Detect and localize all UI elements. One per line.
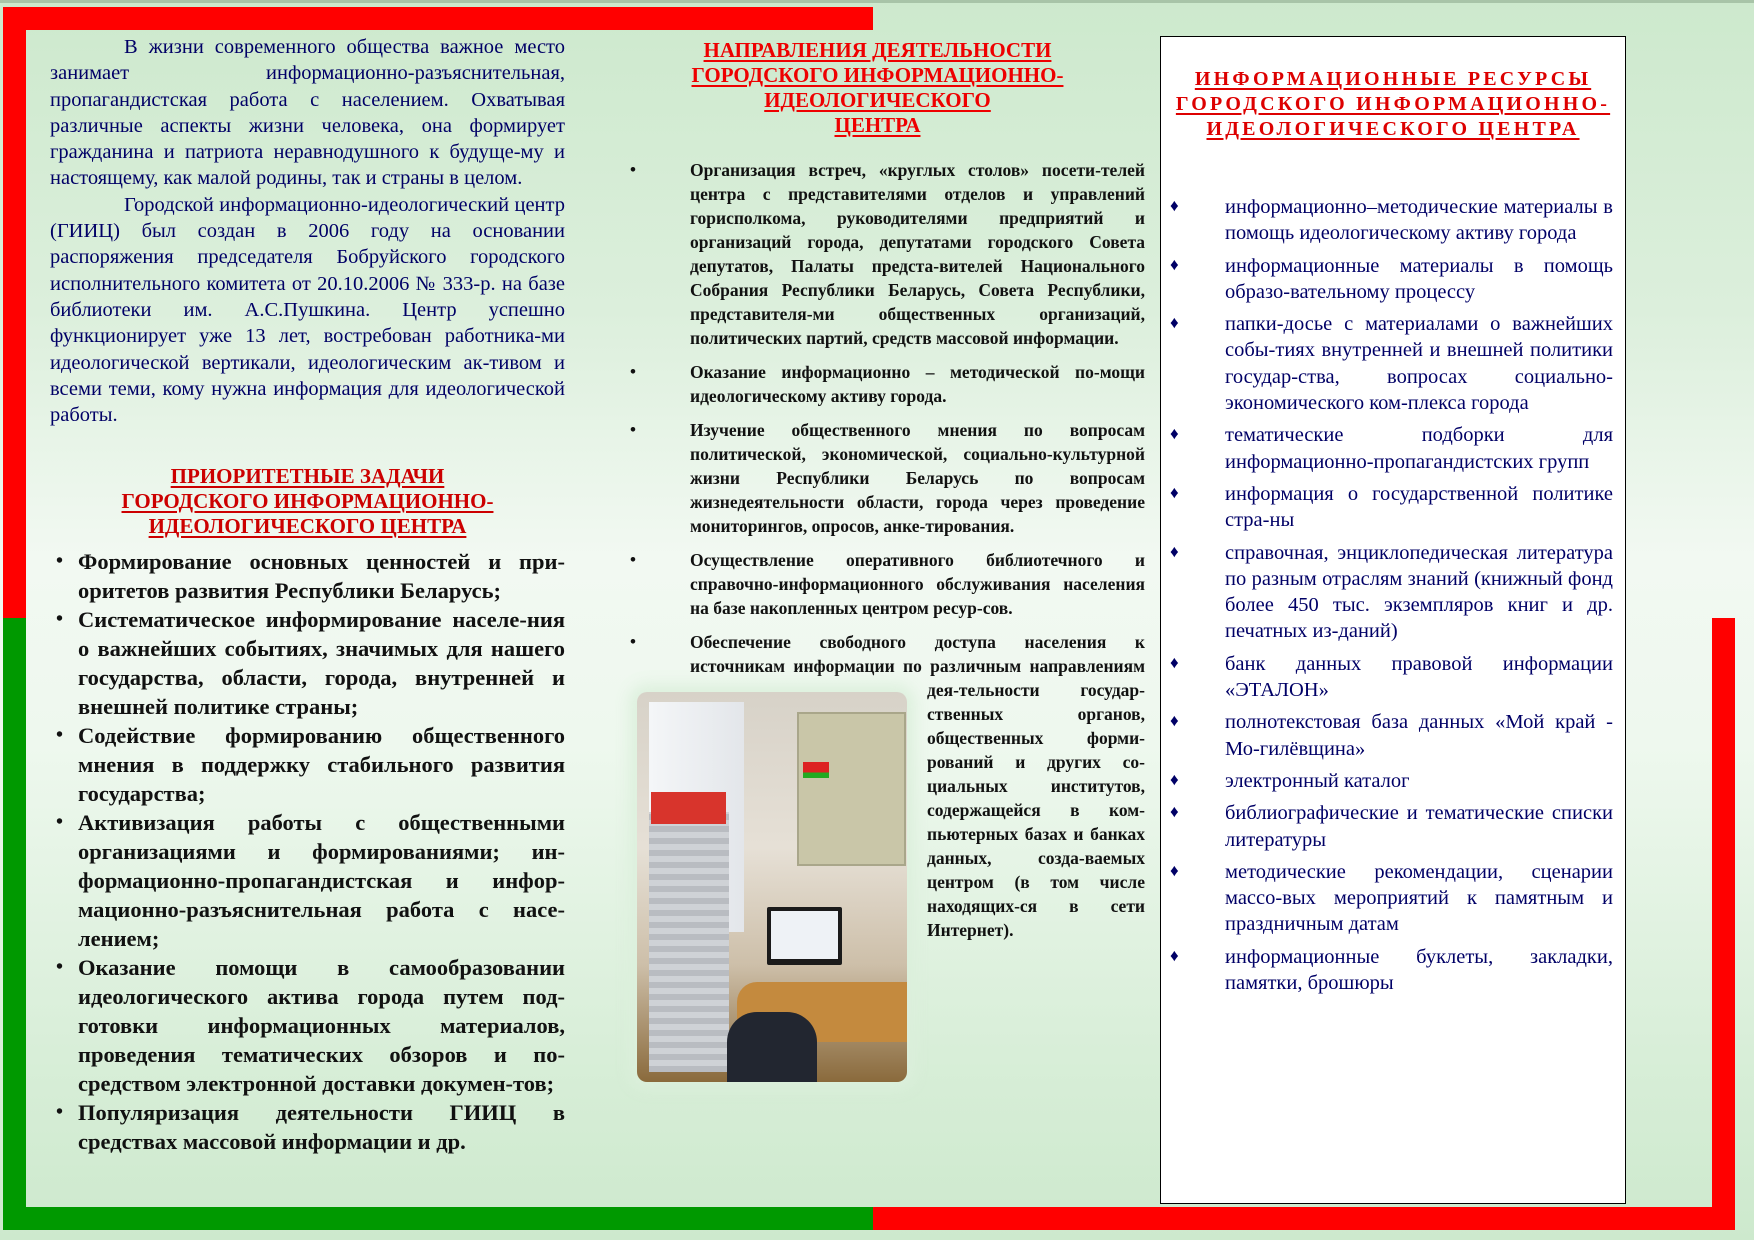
- list-item: [610, 418, 1145, 538]
- list-item: [50, 953, 565, 1098]
- list-item: [610, 630, 1145, 942]
- list-item: [1161, 311, 1613, 416]
- bullet-icon: •: [56, 724, 64, 747]
- list-item-text: Оказание помощи в самообразовании идеологического актива города путем под-готовки информационных материалов, проведения тематических обзоров и по-средством электронной доставки докумен-тов;: [78, 955, 565, 1097]
- heading-line: ИДЕОЛОГИЧЕСКОГО: [764, 88, 991, 112]
- diamond-bullet-icon: ♦: [1170, 769, 1179, 789]
- diamond-bullet-icon: ♦: [1170, 945, 1179, 965]
- list-item: [50, 721, 565, 808]
- list-item: [610, 360, 1145, 408]
- list-item-text: Обеспечение свободного доступа населения к источникам информации по различным: [690, 632, 1145, 676]
- heading-line: ГОРОДСКОГО ИНФОРМАЦИОННО-: [121, 489, 494, 514]
- bullet-icon: •: [56, 956, 64, 979]
- heading-line: ГОРОДСКОГО ИНФОРМАЦИОННО-: [1175, 93, 1611, 115]
- list-item-text: Активизация работы с общественными организациями и формированиями; ин-формационно-пропагандистская и инфор-мационно-разъяснительная работа с насе-лением;: [78, 810, 565, 952]
- list-item-text: Формирование основных ценностей и при-оритетов развития Республики Беларусь;: [78, 549, 565, 604]
- priority-tasks-heading: [50, 464, 565, 539]
- list-item: [1161, 540, 1613, 645]
- diamond-bullet-icon: ♦: [1170, 802, 1179, 822]
- heading-line: ИНФОРМАЦИОННЫЕ РЕСУРСЫ: [1194, 68, 1592, 90]
- heading-line: НАПРАВЛЕНИЯ ДЕЯТЕЛЬНОСТИ: [703, 38, 1052, 62]
- photo-literature-stand: [649, 812, 729, 1072]
- diamond-bullet-icon: ♦: [1170, 860, 1179, 880]
- list-item: [50, 808, 565, 953]
- list-item-text: Изучение общественного мнения по вопросам политической, экономической, социально-культурной жизни Республики Беларусь по вопросам жизнедеятельности области, города через проведение мониторингов, опросов, анке-тирования.: [690, 420, 1145, 536]
- list-item: [1161, 768, 1613, 794]
- photo-chair: [727, 1012, 817, 1082]
- intro-paragraph: Городской информационно-идеологический центр (ГИИЦ) был создан в 2006 году на основании распоряжения председателя Бобруйского городского исполнительного комитета от 20.10.2006 № 333-р. на базе библиотеки им. А.С.Пушкина. Центр успешно функционирует уже 13 лет, востребован работника-ми идеологической вертикали, идеологическим ак-тивом и всеми теми, кому нужна информация для идеологической работы.: [50, 193, 565, 427]
- bullet-icon: •: [56, 1101, 64, 1124]
- heading-line: ПРИОРИТЕТНЫЕ ЗАДАЧИ: [170, 464, 445, 489]
- list-item: [1161, 253, 1613, 306]
- list-item: [1161, 194, 1613, 247]
- list-item-text: полнотекстовая база данных «Мой край - Мо-гилёвщина»: [1225, 711, 1613, 760]
- diamond-bullet-icon: ♦: [1170, 424, 1179, 444]
- diamond-bullet-icon: ♦: [1170, 541, 1179, 561]
- list-item-text: Систематическое информирование населе-ния о важнейших событиях, значимых для нашего государства, области, города, внутренней и внешней политике страны;: [78, 607, 565, 720]
- bullet-icon: •: [630, 420, 636, 439]
- diamond-bullet-icon: ♦: [1170, 652, 1179, 672]
- center-photo: [637, 692, 907, 1082]
- left-panel: [50, 34, 565, 1156]
- right-panel: [1160, 36, 1626, 1204]
- list-item-text: методические рекомендации, сценарии массо-вых мероприятий к памятным и праздничным датам: [1225, 860, 1613, 936]
- diamond-bullet-icon: ♦: [1170, 254, 1179, 274]
- info-resources-list: [1161, 194, 1625, 996]
- list-item-text: электронный каталог: [1225, 769, 1410, 792]
- heading-line: ЦЕНТРА: [834, 113, 921, 137]
- list-item: [1161, 481, 1613, 534]
- intro-paragraph: В жизни современного общества важное место занимает информационно-разъяснительная, пропагандистская работа с населением. Охватывая различные аспекты жизни человека, она формирует гражданина и патриота неравнодушного к будуще-му и настоящему, как малой родины, так и страны в целом.: [50, 36, 565, 190]
- list-item: [50, 547, 565, 605]
- frame-bottom-green-bar: [3, 1207, 873, 1230]
- list-item-text: информационные материалы в помощь образо-вательному процессу: [1225, 254, 1613, 303]
- photo-info-board: [797, 712, 906, 866]
- list-item: [1161, 944, 1613, 997]
- heading-line: ИДЕОЛОГИЧЕСКОГО ЦЕНТРА: [1206, 118, 1580, 140]
- list-item-text: тематические подборки для информационно-пропагандистских групп: [1225, 424, 1613, 473]
- heading-line: ИДЕОЛОГИЧЕСКОГО ЦЕНТРА: [148, 514, 467, 539]
- frame-bottom-red-bar: [873, 1207, 1735, 1230]
- list-item-text: информация о государственной политике стра-ны: [1225, 482, 1613, 532]
- photo-stand-sign: [651, 792, 726, 824]
- bullet-icon: •: [56, 550, 64, 573]
- bullet-icon: •: [630, 632, 636, 651]
- frame-left-green-bar: [3, 618, 26, 1230]
- activity-directions-heading: [610, 38, 1145, 138]
- diamond-bullet-icon: ♦: [1170, 196, 1179, 215]
- diamond-bullet-icon: ♦: [1170, 482, 1179, 502]
- frame-right-red-bar: [1712, 618, 1735, 1230]
- diamond-bullet-icon: ♦: [1170, 313, 1179, 333]
- list-item-text: Оказание информационно – методической по-мощи идеологическому активу города.: [690, 362, 1145, 406]
- bullet-icon: •: [56, 608, 64, 631]
- list-item: [610, 548, 1145, 620]
- photo-flag: [803, 762, 829, 778]
- list-item: [1161, 422, 1613, 475]
- diamond-bullet-icon: ♦: [1170, 711, 1179, 731]
- bullet-icon: •: [56, 811, 64, 834]
- heading-line: ГОРОДСКОГО ИНФОРМАЦИОННО-: [691, 63, 1064, 87]
- list-item-text: информационно–методические материалы в помощь идеологическому активу города: [1225, 196, 1613, 245]
- middle-panel: [610, 38, 1145, 1082]
- list-item-text: справочная, энциклопедическая литература по разным отраслям знаний (книжный фонд более 450 тыс. экземпляров книг и др. печатных из-даний): [1225, 541, 1613, 643]
- list-item: [610, 158, 1145, 350]
- list-item: [1161, 651, 1613, 704]
- activity-directions-list: [610, 158, 1145, 942]
- intro-text: [50, 34, 565, 428]
- list-item: [50, 605, 565, 721]
- list-item-text: банк данных правовой информации «ЭТАЛОН»: [1225, 652, 1613, 702]
- list-item-text: Популяризация деятельности ГИИЦ в средствах массовой информации и др.: [78, 1100, 565, 1155]
- bullet-icon: •: [630, 550, 636, 569]
- info-resources-heading: [1161, 67, 1625, 142]
- list-item-text: Осуществление оперативного библиотечного и справочно-информационного обслуживания населения на базе накопленных центром ресур-сов.: [690, 550, 1145, 618]
- bullet-icon: •: [630, 362, 636, 381]
- list-item-text: информационные буклеты, закладки, памятки, брошюры: [1225, 945, 1613, 995]
- bullet-icon: •: [630, 160, 636, 179]
- photo-screen: [771, 911, 838, 959]
- list-item: [1161, 709, 1613, 762]
- priority-tasks-list: [50, 547, 565, 1156]
- list-item-text: Организация встреч, «круглых столов» посети-телей центра с представителями отделов и управлений горисполкома, руководителями предприятий и организаций города, депутатами городского Совета депутатов, Палаты предста-вителей Национального Собрания Республики Беларусь, Совета Республики, представителя-ми общественных организаций, политических партий, средств массовой информации.: [690, 160, 1145, 348]
- list-item-text: библиографические и тематические списки литературы: [1225, 802, 1613, 851]
- list-item: [1161, 859, 1613, 938]
- frame-top-red-bar: [3, 7, 873, 30]
- frame-left-red-bar: [3, 7, 26, 618]
- page-top-edge: [0, 0, 1754, 3]
- list-item-text: направлениям дея-тельности государ-ственных органов, общественных форми-рований и других со-циальных институтов, содержащейся в ком-пьютерных базах и банках данных, созда-ваемых центром (в том числе находящих-ся в сети Интернет).: [927, 656, 1145, 940]
- list-item-text: Содействие формированию общественного мнения в поддержку стабильного развития государства;: [78, 723, 565, 807]
- list-item: [1161, 800, 1613, 853]
- list-item-text: папки-досье с материалами о важнейших собы-тиях внутренней и внешней политики государ-ства, вопросах социально-экономического ком-плекса города: [1225, 313, 1613, 415]
- list-item: [50, 1098, 565, 1156]
